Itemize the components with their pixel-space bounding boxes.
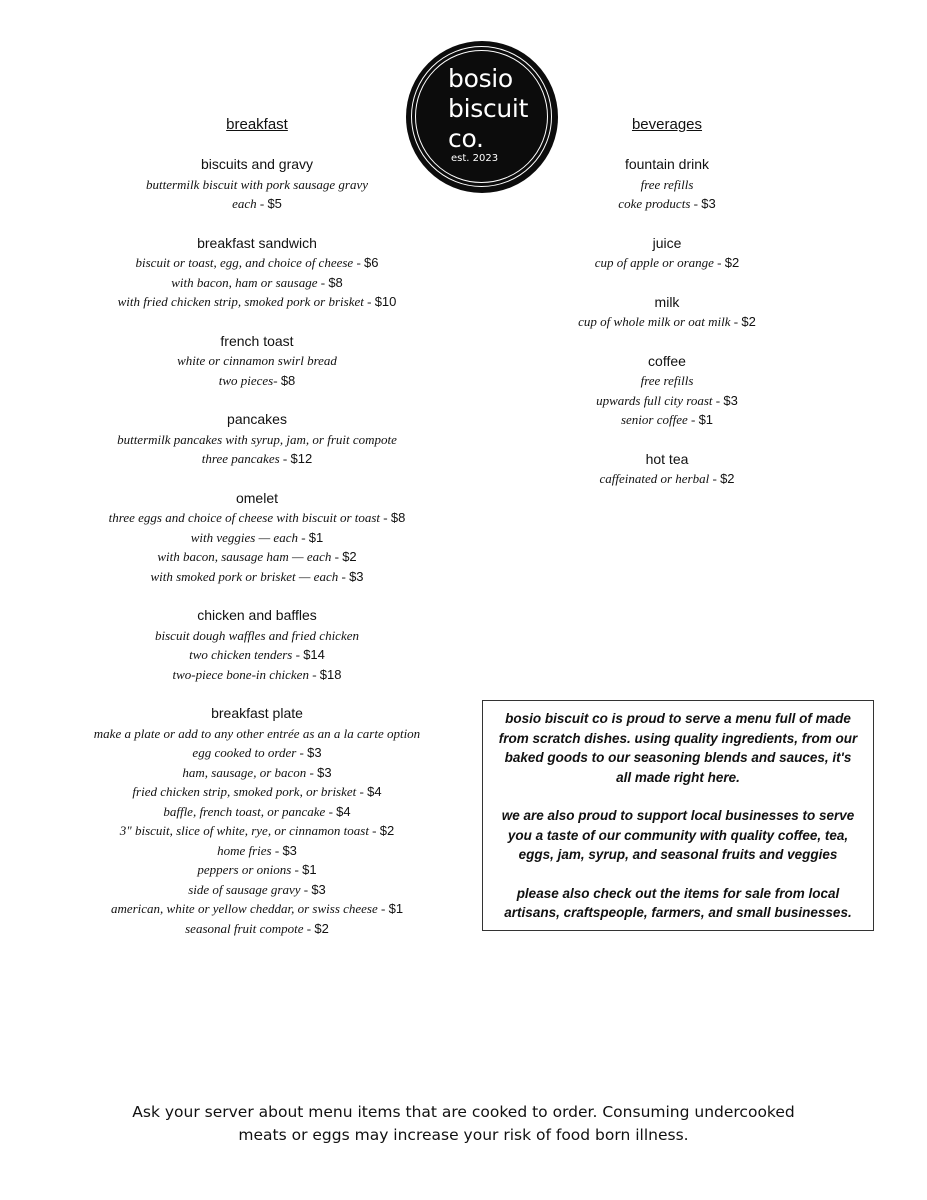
- menu-item-description: caffeinated or herbal -: [599, 471, 721, 486]
- logo-established: est. 2023: [451, 153, 499, 164]
- menu-item-detail: [537, 391, 797, 411]
- menu-item-name: breakfast plate: [211, 705, 303, 721]
- menu-item-detail: [57, 899, 457, 919]
- menu-item-description: 3" biscuit, slice of white, rye, or cinnamon toast -: [119, 823, 380, 838]
- menu-item: [57, 704, 457, 938]
- menu-item-description: coke products -: [618, 196, 702, 211]
- menu-item-description: two chicken tenders -: [189, 647, 304, 662]
- menu-item-description: free refills: [640, 373, 694, 388]
- menu-item-detail: [57, 547, 457, 567]
- menu-item-description: buttermilk pancakes with syrup, jam, or fruit compote: [117, 431, 397, 447]
- menu-item-price: $4: [336, 803, 351, 819]
- menu-item-detail: [537, 312, 797, 332]
- menu-item: [537, 234, 797, 273]
- menu-item-description: biscuit dough waffles and fried chicken: [155, 627, 359, 643]
- menu-item-description: white or cinnamon swirl bread: [177, 353, 337, 368]
- menu-item-detail: [537, 194, 797, 214]
- logo-line-3: co.: [448, 124, 484, 153]
- menu-item-price: $1: [388, 901, 404, 916]
- menu-item-price: $1: [302, 862, 317, 877]
- menu-item-price: $14: [303, 647, 325, 662]
- menu-item-description: cup of whole milk or oat milk -: [578, 314, 742, 329]
- menu-item-name: french toast: [220, 332, 294, 349]
- menu-item-description: biscuit or toast, egg, and choice of cheese -: [135, 255, 365, 270]
- menu-item-description: with bacon, sausage ham — each -: [157, 549, 343, 564]
- menu-item-name: juice: [652, 234, 682, 251]
- menu-item-detail: [57, 292, 457, 312]
- menu-item-price: $3: [701, 196, 716, 211]
- menu-item-price: $18: [319, 666, 342, 682]
- disclaimer-line-2: meats or eggs may increase your risk of food born illness.: [238, 1126, 689, 1144]
- menu-item-price: $3: [311, 881, 326, 897]
- menu-item-price: $1: [698, 412, 714, 427]
- menu-item-name: breakfast sandwich: [197, 234, 317, 251]
- menu-item: [537, 155, 797, 214]
- menu-item-description: egg cooked to order -: [192, 745, 308, 760]
- menu-item-price: $10: [374, 294, 397, 309]
- breakfast-section: [57, 116, 457, 958]
- beverages-items: [537, 155, 797, 489]
- menu-item-description: american, white or yellow cheddar, or swiss cheese -: [110, 901, 389, 916]
- menu-item-description: ham, sausage, or bacon -: [182, 764, 318, 780]
- logo-line-2: biscuit: [448, 94, 529, 123]
- menu-item-detail: [57, 802, 457, 822]
- menu-item-detail: [57, 194, 457, 214]
- menu-item-price: $2: [724, 255, 740, 270]
- menu-item-detail: [57, 880, 457, 900]
- menu-item: [537, 450, 797, 489]
- menu-item-detail: [57, 567, 457, 587]
- menu-item-price: $8: [280, 372, 296, 388]
- menu-item-name: biscuits and gravy: [200, 156, 314, 172]
- menu-item-price: $5: [267, 196, 282, 211]
- menu-item-detail: [57, 919, 457, 939]
- menu-item-description: upwards full city roast -: [596, 392, 724, 408]
- notice-paragraph-2: we are also proud to support local businesses to serve you a taste of our community with quality coffee, tea, eggs, jam, syrup, and seasonal fruits and veggies: [501, 808, 855, 862]
- menu-item-price: $2: [720, 471, 735, 486]
- menu-item-name: pancakes: [227, 411, 287, 427]
- menu-item-price: $2: [342, 549, 357, 564]
- menu-item-price: $12: [290, 451, 313, 466]
- menu-item-detail: [57, 430, 457, 450]
- menu-item-detail: [537, 253, 797, 273]
- menu-item-description: two-piece bone-in chicken -: [172, 666, 320, 682]
- about-notice-box: [482, 700, 874, 931]
- menu-item-detail: [537, 175, 797, 195]
- menu-item-detail: [57, 449, 457, 469]
- menu-item: [57, 606, 457, 684]
- menu-item-description: three pancakes -: [201, 451, 291, 466]
- beverages-section: [537, 116, 797, 509]
- menu-item-description: buttermilk biscuit with pork sausage gravy: [145, 176, 369, 192]
- menu-item-description: with bacon, ham or sausage -: [171, 274, 329, 290]
- menu-item-detail: [57, 763, 457, 783]
- menu-item-price: $4: [367, 784, 382, 799]
- menu-item-detail: [57, 821, 457, 841]
- menu-item-name: hot tea: [645, 450, 689, 467]
- menu-item: [57, 410, 457, 469]
- menu-item-description: home fries -: [217, 842, 283, 858]
- menu-item-detail: [537, 469, 797, 489]
- menu-item: [57, 489, 457, 587]
- menu-item-description: two pieces-: [218, 372, 281, 388]
- menu-item-description: senior coffee -: [620, 412, 699, 427]
- disclaimer-line-1: Ask your server about menu items that are cooked to order. Consuming undercooked: [132, 1103, 795, 1121]
- menu-item-description: make a plate or add to any other entrée as an a la carte option: [93, 725, 421, 741]
- menu-item-description: with fried chicken strip, smoked pork or brisket -: [117, 294, 375, 309]
- menu-item-detail: [57, 860, 457, 880]
- menu-item-price: $6: [364, 255, 379, 270]
- menu-item: [537, 293, 797, 332]
- menu-item-price: $2: [314, 920, 329, 936]
- menu-item-description: three eggs and choice of cheese with biscuit or toast -: [108, 510, 391, 525]
- menu-item-price: $8: [390, 510, 406, 525]
- menu-item-detail: [57, 743, 457, 763]
- menu-item-detail: [57, 782, 457, 802]
- menu-item-description: fried chicken strip, smoked pork, or brisket -: [132, 784, 368, 799]
- menu-item-description: with smoked pork or brisket — each -: [150, 568, 350, 584]
- menu-item-detail: [57, 626, 457, 646]
- menu-item-price: $8: [328, 274, 343, 290]
- beverages-title: beverages: [631, 116, 703, 133]
- menu-item-detail: [57, 724, 457, 744]
- menu-item-description: baffle, french toast, or pancake -: [163, 803, 337, 819]
- menu-item-detail: [57, 645, 457, 665]
- menu-item-price: $3: [317, 764, 332, 780]
- menu-item: [57, 155, 457, 214]
- menu-item-detail: [57, 665, 457, 685]
- menu-item-name: omelet: [235, 489, 279, 506]
- menu-item-detail: [537, 371, 797, 391]
- menu-item-description: with veggies — each -: [190, 529, 309, 545]
- menu-item-detail: [57, 528, 457, 548]
- food-safety-disclaimer: [80, 1101, 847, 1147]
- menu-item-price: $3: [723, 392, 738, 408]
- logo-line-1: bosio: [448, 64, 513, 93]
- menu-item-name: milk: [654, 293, 680, 310]
- menu-item-price: $2: [379, 823, 395, 838]
- menu-item-detail: [537, 410, 797, 430]
- menu-item: [57, 332, 457, 391]
- menu-item-description: cup of apple or orange -: [594, 255, 725, 270]
- menu-item-detail: [57, 841, 457, 861]
- breakfast-items: [57, 155, 457, 938]
- menu-item-detail: [57, 371, 457, 391]
- notice-paragraph-1: bosio biscuit co is proud to serve a menu full of made from scratch dishes. using quality ingredients, from our baked goods to our seasoning blends and sauces, it's all made right here.: [498, 711, 858, 785]
- notice-paragraph-3: please also check out the items for sale from local artisans, craftspeople, farmers, and small businesses.: [504, 885, 852, 920]
- menu-item-price: $1: [308, 529, 324, 545]
- menu-item-detail: [57, 175, 457, 195]
- menu-item-price: $3: [307, 745, 322, 760]
- menu-item-description: seasonal fruit compote -: [185, 920, 315, 936]
- menu-item-description: side of sausage gravy -: [188, 881, 312, 897]
- menu-item-detail: [57, 273, 457, 293]
- menu-item-name: coffee: [648, 352, 686, 369]
- menu-item-description: free refills: [640, 176, 694, 192]
- menu-item-price: $3: [282, 842, 297, 858]
- menu-item-detail: [57, 351, 457, 371]
- menu-item-detail: [57, 508, 457, 528]
- menu-item: [57, 234, 457, 312]
- menu-item: [537, 352, 797, 430]
- menu-item-description: peppers or onions -: [197, 862, 303, 877]
- menu-item-price: $3: [349, 568, 364, 584]
- menu-item-name: fountain drink: [624, 156, 710, 172]
- menu-item-description: each -: [232, 196, 268, 211]
- menu-item-detail: [57, 253, 457, 273]
- menu-item-name: chicken and baffles: [197, 607, 317, 623]
- breakfast-title: breakfast: [226, 116, 288, 133]
- menu-item-price: $2: [741, 314, 756, 329]
